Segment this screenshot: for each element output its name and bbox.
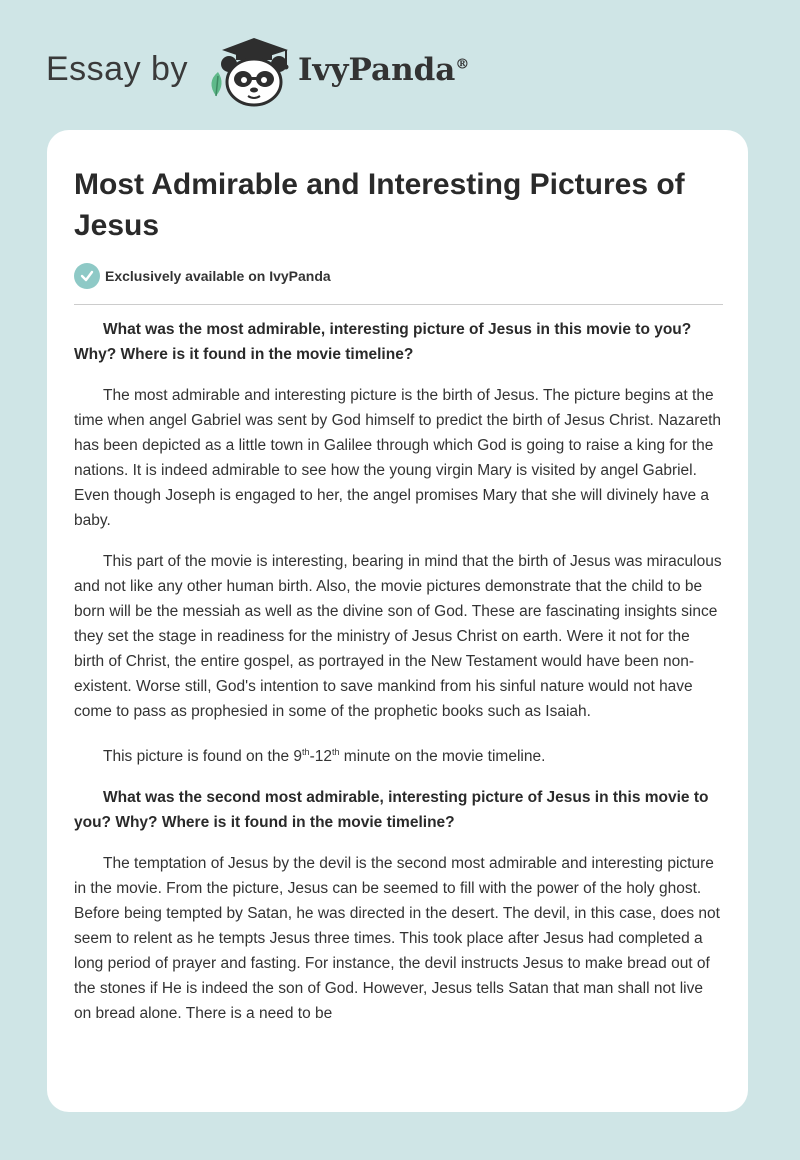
essay-card [47,130,748,1112]
question-2: What was the second most admirable, interesting picture of Jesus in this movie to you? Why? Where is it found in the movie timeline? [74,789,709,832]
paragraph-3: This picture is found on the 9th-12th minute on the movie timeline. [103,747,546,766]
panda-logo-icon [202,36,294,108]
paragraph-4: The temptation of Jesus by the devil is the second most admirable and interesting picture in the movie. From the picture, Jesus can be seemed to fill with the power of the holy ghost. Before being tempted by Satan, he was directed in the desert. The devil, in this case, does not seem to relent as he tempts Jesus three times. This took place after Jesus had completed a long period of prayer and fasting. For instance, the devil instructs Jesus to make bread out of the stones if He is indeed the son of God. However, Jesus tells Satan that man shall not live on bread alone. There is a need to be [74,855,720,1023]
check-icon [74,263,100,289]
ivypanda-logo[interactable] [202,36,294,108]
paragraph-2: This part of the movie is interesting, bearing in mind that the birth of Jesus was miraculous and not like any other human birth. Also, the movie pictures demonstrate that the child to be born will be the messiah as well as the divine son of God. These are fascinating insights since they set the stage in readiness for the ministry of Jesus Christ on earth. Were it not for the birth of Christ, the entire gospel, as portrayed in the New Testament would have been non-existent. Worse still, God's intention to save mankind from his sinful nature would not have come to pass as prophesied in some of the prophetic books such as Isaiah. [74,553,722,720]
question-1: What was the most admirable, interesting picture of Jesus in this movie to you? Why? Where is it found in the movie timeline? [74,321,692,363]
site-header [46,36,646,108]
paragraph-1: The most admirable and interesting picture is the birth of Jesus. The picture begins at the time when angel Gabriel was sent by God himself to predict the birth of Jesus Christ. Nazareth has been depicted as a little town in Galilee through which God is going to raise a king for the nations. It is indeed admirable to see how the young virgin Mary is visited by angel Gabriel. Even though Joseph is engaged to her, the angel promises Mary that she will divinely have a baby. [74,387,721,529]
divider [74,304,723,305]
essay-title: Most Admirable and Interesting Pictures of Jesus [74,168,685,242]
essay-body [74,317,724,1042]
exclusive-label: Exclusively available on IvyPanda [105,268,331,284]
exclusive-badge [74,263,331,289]
essay-by-label: Essay by [46,50,188,88]
brand-name[interactable]: IvyPanda® [298,52,470,88]
